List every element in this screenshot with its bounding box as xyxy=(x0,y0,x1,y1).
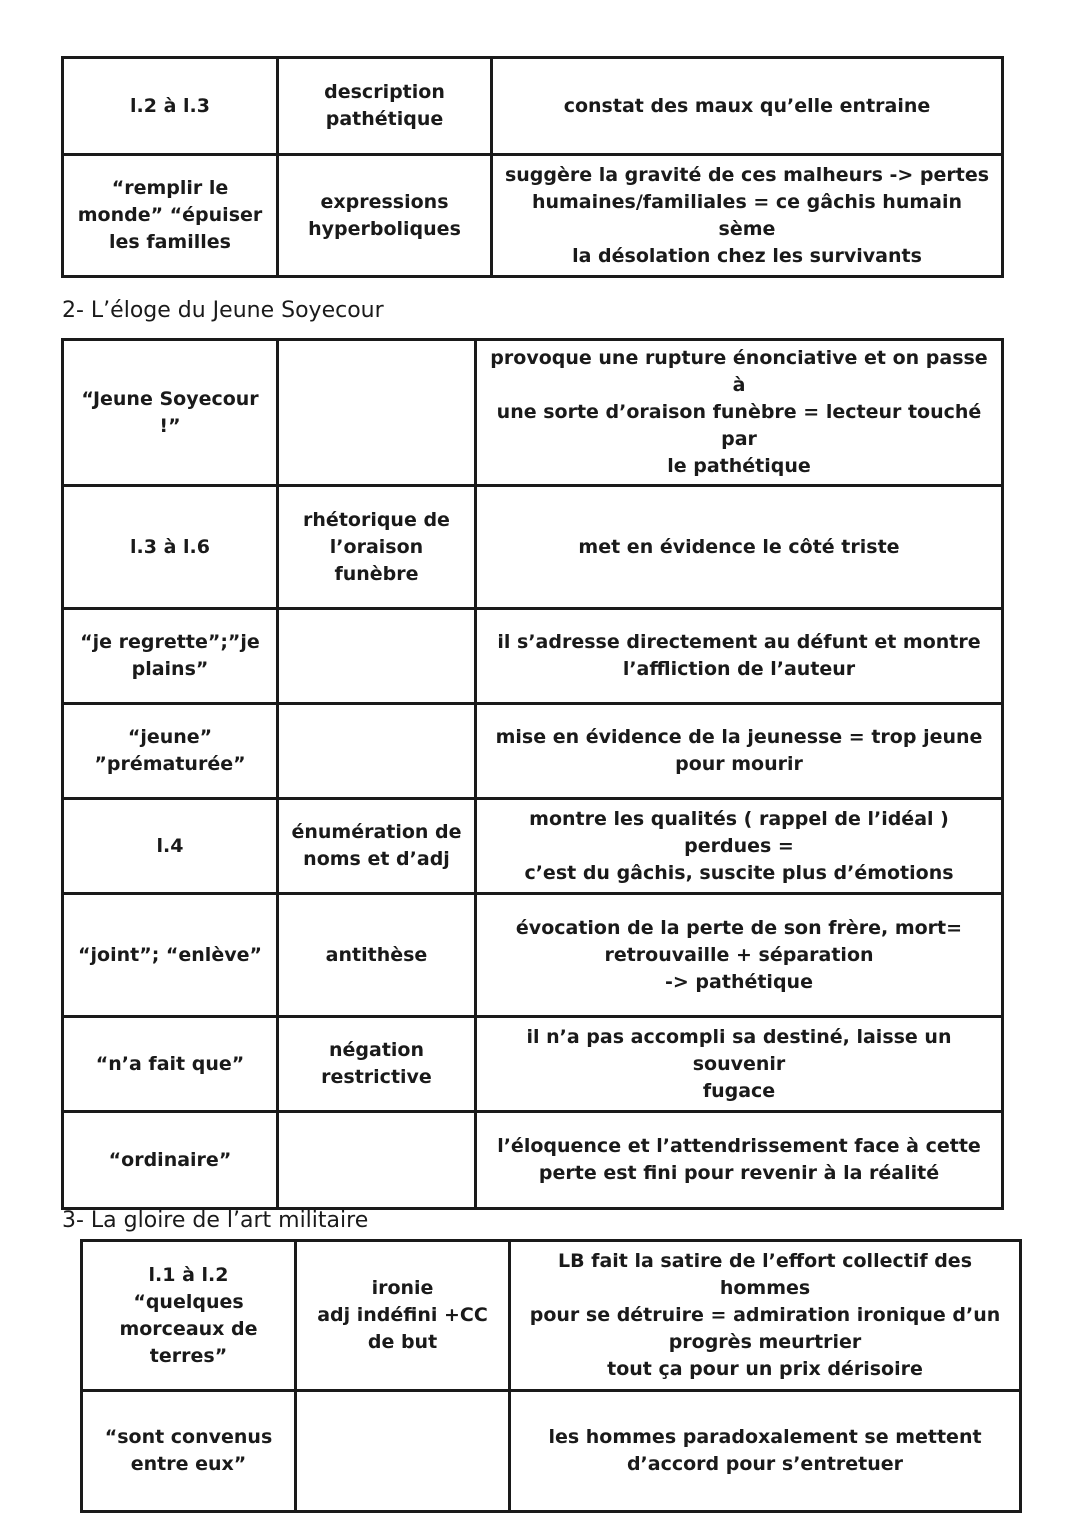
interpretation-cell: l’éloquence et l’attendrissement face à cette perte est fini pour revenir à la réalité xyxy=(476,1112,1003,1209)
quote-cell: “remplir le monde” “épuiser les familles xyxy=(63,155,278,277)
interpretation-cell: suggère la gravité de ces malheurs -> pertes humaines/familiales = ce gâchis humain sème la désolation chez les survivants xyxy=(492,155,1003,277)
quote-cell: l.2 à l.3 xyxy=(63,58,278,155)
device-cell: ironie adj indéfini +CC de but xyxy=(296,1241,510,1391)
interpretation-cell: les hommes paradoxalement se mettent d’accord pour s’entretuer xyxy=(510,1391,1021,1512)
quote-cell: “joint”; “enlève” xyxy=(63,894,278,1017)
table-row xyxy=(82,1241,1021,1391)
table-row xyxy=(63,486,1003,609)
quote-cell: l.3 à l.6 xyxy=(63,486,278,609)
interpretation-cell: il s’adresse directement au défunt et montre l’affliction de l’auteur xyxy=(476,609,1003,704)
device-cell: description pathétique xyxy=(278,58,492,155)
table-row xyxy=(63,894,1003,1017)
quote-cell: “n’a fait que” xyxy=(63,1017,278,1112)
quote-cell: l.1 à l.2 “quelques morceaux de terres” xyxy=(82,1241,296,1391)
device-cell xyxy=(278,704,476,799)
table-row xyxy=(63,1017,1003,1112)
table-row xyxy=(63,58,1003,155)
interpretation-cell: mise en évidence de la jeunesse = trop jeune pour mourir xyxy=(476,704,1003,799)
device-cell: négation restrictive xyxy=(278,1017,476,1112)
device-cell xyxy=(296,1391,510,1512)
quote-cell: “sont convenus entre eux” xyxy=(82,1391,296,1512)
device-cell xyxy=(278,609,476,704)
table-row xyxy=(63,1112,1003,1209)
quote-cell: “ordinaire” xyxy=(63,1112,278,1209)
table-row xyxy=(63,340,1003,486)
analysis-table-3 xyxy=(80,1239,1022,1513)
quote-cell: “jeune” ”prématurée” xyxy=(63,704,278,799)
section-heading: 2- L’éloge du Jeune Soyecour xyxy=(62,298,384,323)
interpretation-cell: montre les qualités ( rappel de l’idéal ) perdues = c’est du gâchis, suscite plus d’émotions xyxy=(476,799,1003,894)
device-cell xyxy=(278,1112,476,1209)
device-cell: expressions hyperboliques xyxy=(278,155,492,277)
device-cell xyxy=(278,340,476,486)
table-row xyxy=(63,155,1003,277)
analysis-table-2 xyxy=(61,338,1004,1210)
device-cell: énumération de noms et d’adj xyxy=(278,799,476,894)
table-row xyxy=(82,1391,1021,1512)
interpretation-cell: provoque une rupture énonciative et on passe à une sorte d’oraison funèbre = lecteur touché par le pathétique xyxy=(476,340,1003,486)
interpretation-cell: constat des maux qu’elle entraine xyxy=(492,58,1003,155)
device-cell: rhétorique de l’oraison funèbre xyxy=(278,486,476,609)
interpretation-cell: il n’a pas accompli sa destiné, laisse un souvenir fugace xyxy=(476,1017,1003,1112)
table-row xyxy=(63,609,1003,704)
table-row xyxy=(63,799,1003,894)
interpretation-cell: évocation de la perte de son frère, mort= retrouvaille + séparation -> pathétique xyxy=(476,894,1003,1017)
quote-cell: “Jeune Soyecour !” xyxy=(63,340,278,486)
interpretation-cell: met en évidence le côté triste xyxy=(476,486,1003,609)
quote-cell: l.4 xyxy=(63,799,278,894)
table-row xyxy=(63,704,1003,799)
quote-cell: “je regrette”;”je plains” xyxy=(63,609,278,704)
interpretation-cell: LB fait la satire de l’effort collectif des hommes pour se détruire = admiration ironique d’un progrès meurtrier tout ça pour un prix dérisoire xyxy=(510,1241,1021,1391)
device-cell: antithèse xyxy=(278,894,476,1017)
analysis-table-1 xyxy=(61,56,1004,278)
section-heading: 3- La gloire de l’art militaire xyxy=(62,1208,369,1233)
